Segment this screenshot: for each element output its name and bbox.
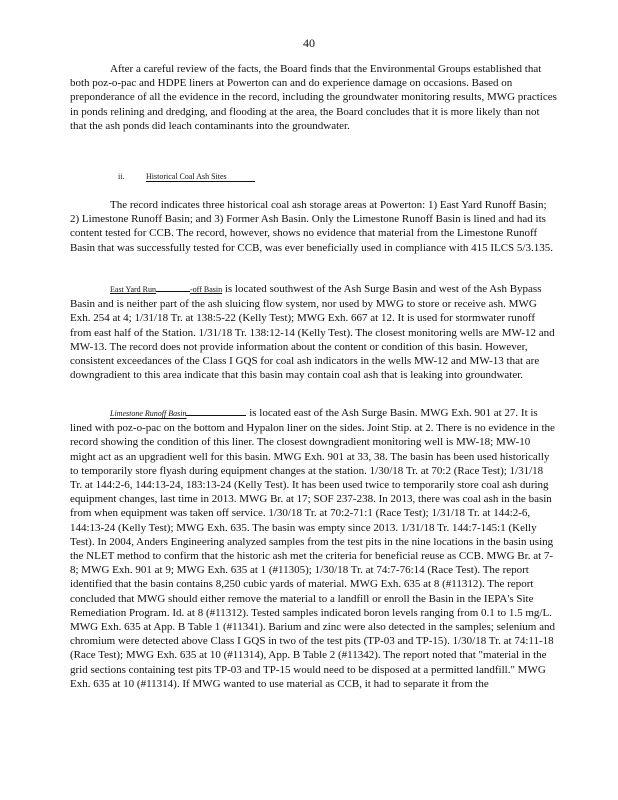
section-title: Historical Coal Ash Sites bbox=[146, 172, 255, 182]
east-yard-heading-b: -off Basin bbox=[190, 285, 223, 294]
paragraph-east-yard bbox=[70, 282, 557, 382]
paragraph-limestone bbox=[70, 406, 557, 691]
page-number: 40 bbox=[303, 36, 315, 50]
section-heading bbox=[118, 172, 255, 182]
paragraph-historical-sites: The record indicates three historical coal ash storage areas at Powerton: 1) East Yard Runoff Basin; 2) Limestone Runoff Basin; and 3) Former Ash Basin. Only the Limestone Runoff Basin is lined and had its content tested for CCB. The record, however, shows no evidence that material from the Limestone Runoff Basin that was successfully tested for CCB, was ever beneficially used in compliance with 415 ILCS 5/3.135. bbox=[70, 199, 553, 254]
paragraph-findings: After a careful review of the facts, the Board finds that the Environmental Groups established that both poz-o-pac and HDPE liners at Powerton can and do experience damage on occasions. Based on preponderance of all the evidence in the record, including the groundwater monitoring results, MWG practices in ponds relining and dredging, and flooding at the area, the Board concludes that it is more likely than not that the ash ponds did leach contaminants into the groundwater. bbox=[70, 63, 557, 132]
limestone-text: is located east of the Ash Surge Basin. MWG Exh. 901 at 27. It is lined with poz-o-pac on the bottom and Hypalon liner on the sides. Joint Stip. at 2. There is no evidence in the record showing the condition of this liner. The closest downgradient monitoring well is MW-18; MW-10 might act as an upgradient well for this basin. MWG Exh. 901 at 33, 38. The basin has been used historically to temporarily store flyash during equipment changes at the station. 1/30/18 Tr. at 70:2 (Race Test); 1/31/18 Tr. at 144:2-6, 144:13-24, 183:13-24 (Kelly Test). It has been used twice to temporarily store coal ash during equipment changes, last time in 2013. MWG Br. at 17; SOF 237-238. In 2013, there was coal ash in the basin from when equipment was taken off service. 1/30/18 Tr. at 70:2-71:1 (Race Test); 1/31/18 Tr. at 144:2-6, 144:13-24 (Kelly Test); MWG Exh. 635. The basin was empty since 2013. 1/31/18 Tr. 144:7-145:1 (Kelly Test). In 2004, Anders Engineering analyzed samples from the test pits in the nine locations in the basin using the NLET method to confirm that the historic ash met the criteria for beneficial reuse as CCB. MWG Br. at 7-8; MWG Exh. 901 at 9; MWG Exh. 635 at 1 (#11305); 1/30/18 Tr. at 74:7-76:14 (Race Test). The report identified that the basin contains 8,250 cubic yards of material. MWG Exh. 635 at 8 (#11312). The report concluded that MWG should either remove the material to a landfill or enroll the Basin in the IEPA's Site Remediation Program. Id. at 8 (#11312). Tested samples indicated boron levels ranging from 0.1 to 1.5 mg/L. MWG Exh. 635 at App. B Table 1 (#11341). Barium and zinc were also detected in the samples; selenium and chromium were detected above Class I GQS in two of the test pits (TP-03 and TP-15). 1/30/18 Tr. at 74:11-18 (Race Test); MWG Exh. 635 at 10 (#11314), App. B Table 2 (#11342). The report noted that "material in the grid sections containing test pits TP-03 and TP-15 would need to be disposed at a permitted landfill." MWG Exh. 635 at 10 (#11314). If MWG wanted to use material as CCB, it had to separate it from the bbox=[70, 407, 555, 690]
east-yard-heading-a: East Yard Run bbox=[110, 285, 157, 294]
heading-rule bbox=[156, 283, 190, 292]
section-numeral: ii. bbox=[118, 172, 125, 181]
heading-rule bbox=[186, 407, 246, 416]
limestone-heading: Limestone Runoff Basin bbox=[110, 409, 187, 418]
east-yard-text: is located southwest of the Ash Surge Basin and west of the Ash Bypass Basin and is neither part of the ash sluicing flow system, nor used by MWG to store or receive ash. MWG Exh. 254 at 4; 1/31/18 Tr. at 138:5-22 (Kelly Test); MWG Exh. 667 at 12. It is used for stormwater runoff from east half of the Station. 1/31/18 Tr. 138:12-14 (Kelly Test). The closest monitoring wells are MW-12 and MW-13. The record does not provide information about the content or condition of this basin. However, consistent exceedances of the Class I GQS for coal ash indicators in the wells MW-12 and MW-13 that are downgradient to this area indicate that this basin may contain coal ash that is leaking into groundwater. bbox=[70, 283, 555, 382]
